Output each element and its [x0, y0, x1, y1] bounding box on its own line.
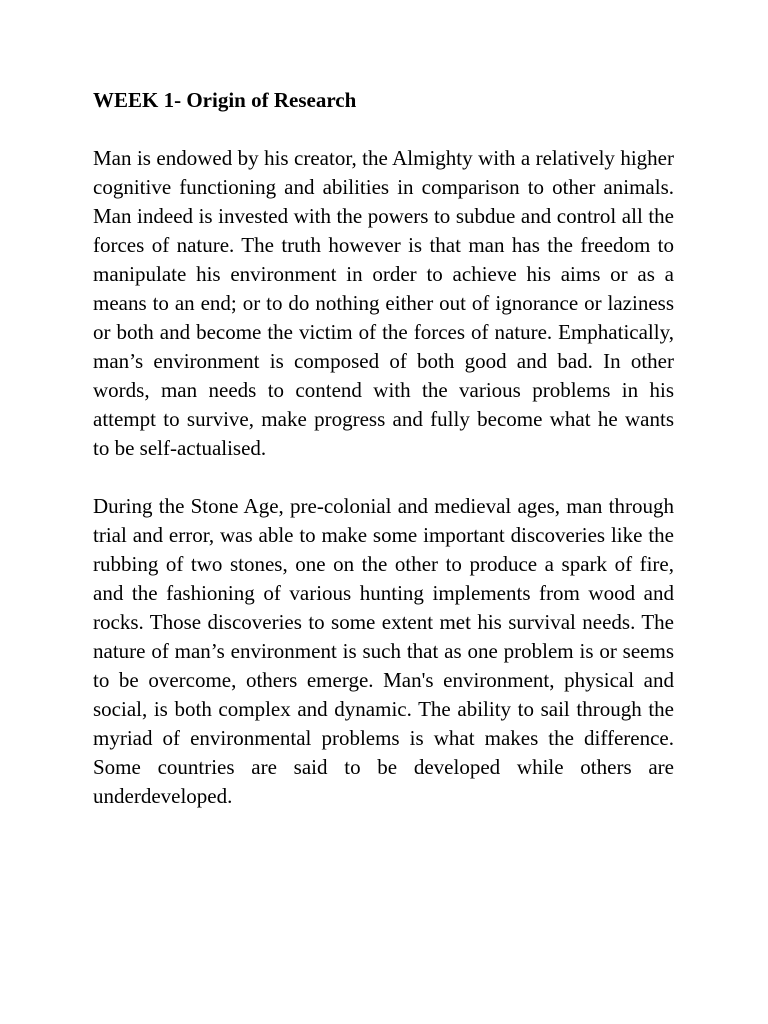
paragraph-stone-age: During the Stone Age, pre-colonial and medieval ages, man through trial and error, was able to make some important discoveries like the rubbing of two stones, one on the other to produce a spark of fire, and the fashioning of various hunting implements from wood and rocks. Those discoveries to some extent met his survival needs. The nature of man’s environment is such that as one problem is or seems to be overcome, others emerge. Man's environment, physical and social, is both complex and dynamic. The ability to sail through the myriad of environmental problems is what makes the difference. Some countries are said to be developed while others are underdeveloped. — [93, 494, 674, 808]
document-page — [93, 86, 674, 840]
paragraph-origin-of-man: Man is endowed by his creator, the Almighty with a relatively higher cognitive functioning and abilities in comparison to other animals. Man indeed is invested with the powers to subdue and control all the forces of nature. The truth however is that man has the freedom to manipulate his environment in order to achieve his aims or as a means to an end; or to do nothing either out of ignorance or laziness or both and become the victim of the forces of nature. Emphatically, man’s environment is composed of both good and bad. In other words, man needs to contend with the various problems in his attempt to survive, make progress and fully become what he wants to be self-actualised. — [93, 146, 674, 460]
document-heading: WEEK 1- Origin of Research — [93, 88, 357, 112]
